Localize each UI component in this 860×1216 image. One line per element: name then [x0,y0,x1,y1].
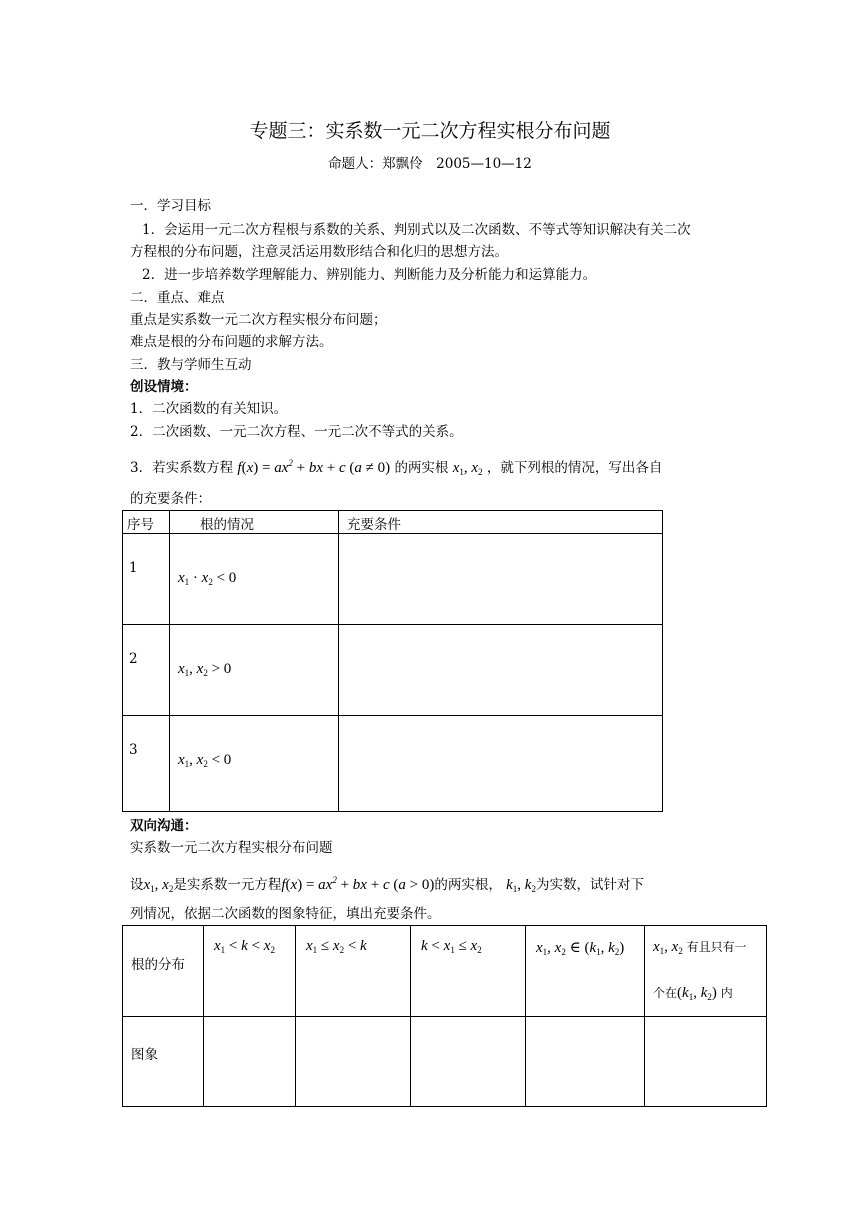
graph-blank[interactable] [526,1017,645,1107]
case-k-x1-x2: $k < x_1 \le x_2$ [411,926,526,1017]
scenario-item-2: 2．二次函数、一元二次方程、一元二次不等式的关系。 [130,424,463,440]
case-both-in-interval: $x_1$, $x_2$ ∈ ($k_1$, $k_2$) [526,926,645,1017]
section-2-heading: 二．重点、难点 [130,290,225,306]
dialog-paragraph-2: 列情况，依据二次函数的图象特征，填出充要条件。 [130,906,441,922]
section-3-heading: 三．教与学师生互动 [130,357,252,373]
dialog-subheading: 实系数一元二次方程实根分布问题 [130,840,333,856]
dialog-paragraph-1: 设$x_1$, $x_2$是实系数一元方程$f(x) = ax^2$ + bx + c (a > 0)的两实根， $k_1$, $k_2$为实数，试针对下 [130,875,644,894]
page-title: 专题三：实系数一元二次方程实根分布问题 [249,120,611,142]
row-label-distribution: 根的分布 [123,926,204,1017]
row-label-graph: 图象 [123,1017,204,1107]
row-no: 1 [123,534,170,625]
scenario-item-3-post: ，就下列根的情况，写出各自 [486,460,663,476]
row-root-case: $x_1$, $x_2 < 0$ [170,716,339,812]
scenario-item-3-mid: 的两实根 [394,460,449,476]
case-exactly-one: $x_1$, $x_2$ 有且只有一 个在($k_1$, $k_2$) 内 [645,926,767,1017]
graph-blank[interactable] [411,1017,526,1107]
graph-blank[interactable] [204,1017,296,1107]
graph-blank[interactable] [296,1017,411,1107]
conditions-table [122,510,663,812]
table-row [123,625,663,716]
section-1-heading: 一．学习目标 [130,198,211,214]
key-point: 重点是实系数一元二次方程实根分布问题； [130,312,387,328]
goal-1-line-b: 方程根的分布问题，注意灵活运用数形结合和化归的思想方法。 [130,244,508,260]
goal-2: 2．进一步培养数学理解能力、辨别能力、判断能力及分析能力和运算能力。 [142,267,597,283]
row-root-case: $x_1$, $x_2 > 0$ [170,625,339,716]
row-no: 2 [123,625,170,716]
row-condition-blank[interactable] [339,716,663,812]
distribution-table [122,925,767,1107]
row-no: 3 [123,716,170,812]
dialog-heading: 双向沟通： [130,818,198,834]
header-cell-roots: 根的情况 [170,511,339,534]
scenario-item-3 [130,453,662,482]
goal-1-line-a: 1．会运用一元二次方程根与系数的关系、判别式以及二次函数、不等式等知识解决有关二次 [142,222,691,238]
author-line: 命题人：郑飘伶 2005—10—12 [328,156,532,172]
scenario-item-3-tail: 的充要条件： [130,491,211,507]
graph-blank[interactable] [645,1017,767,1107]
header-cell-condition: 充要条件 [339,511,663,534]
roots-x1-x2: $x_1$, $x_2$ [452,460,483,477]
row-root-case: $x_1 \cdot x_2 < 0$ [170,534,339,625]
equation-fx: $f(x) = ax^2$ + bx + c (a ≠ 0) [237,458,391,476]
row-condition-blank[interactable] [339,534,663,625]
scenario-item-3-pre: 3．若实系数方程 [130,460,234,476]
header-cell-no: 序号 [123,511,170,534]
difficult-point: 难点是根的分布问题的求解方法。 [130,334,333,350]
table-row [123,534,663,625]
scenario-item-1: 1．二次函数的有关知识。 [130,401,288,417]
case-x1-k-x2: $x_1 < k < x_2$ [204,926,296,1017]
create-scenario-heading: 创设情境： [130,379,198,395]
case-x1-x2-k: $x_1 \le x_2 < k$ [296,926,411,1017]
table-row [123,716,663,812]
row-condition-blank[interactable] [339,625,663,716]
